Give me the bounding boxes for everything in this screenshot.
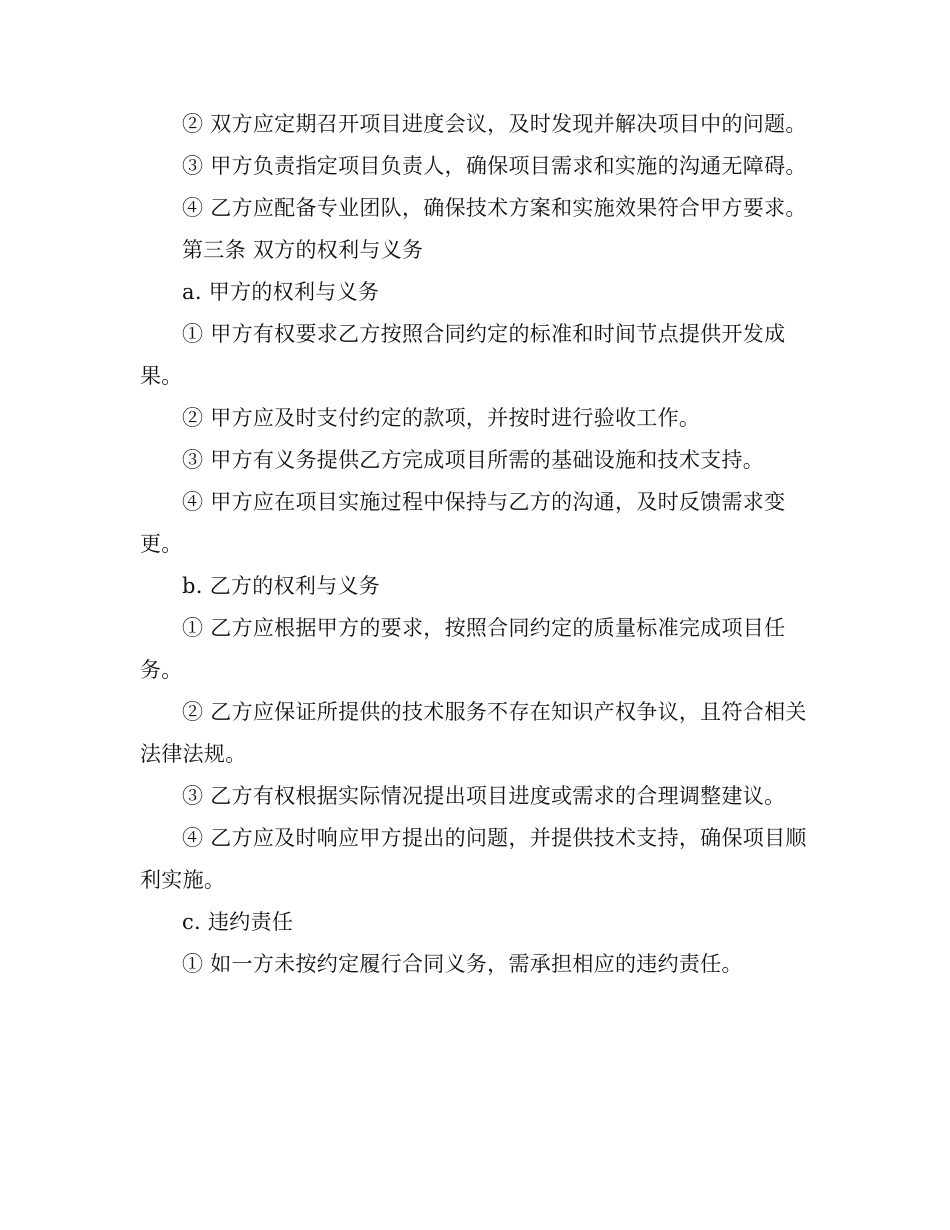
document-body xyxy=(140,103,808,985)
paragraph: ④ 乙方应及时响应甲方提出的问题，并提供技术支持，确保项目顺利实施。 xyxy=(140,826,807,892)
paragraph: ② 双方应定期召开项目进度会议，及时发现并解决项目中的问题。 xyxy=(182,112,807,136)
paragraph: ① 甲方有权要求乙方按照合同约定的标准和时间节点提供开发成果。 xyxy=(140,322,786,388)
paragraph: ④ 乙方应配备专业团队，确保技术方案和实施效果符合甲方要求。 xyxy=(182,196,807,220)
section-heading: 第三条 双方的权利与义务 xyxy=(182,238,424,262)
paragraph: ② 乙方应保证所提供的技术服务不存在知识产权争议，且符合相关法律法规。 xyxy=(140,700,807,766)
paragraph: ③ 甲方有义务提供乙方完成项目所需的基础设施和技术支持。 xyxy=(182,448,765,472)
subsection-heading: c. 违约责任 xyxy=(182,910,294,934)
paragraph: ① 如一方未按约定履行合同义务，需承担相应的违约责任。 xyxy=(182,952,743,976)
subsection-heading: a. 甲方的权利与义务 xyxy=(182,280,380,304)
paragraph: ③ 乙方有权根据实际情况提出项目进度或需求的合理调整建议。 xyxy=(182,784,786,808)
paragraph: ① 乙方应根据甲方的要求，按照合同约定的质量标准完成项目任务。 xyxy=(140,616,786,682)
paragraph: ④ 甲方应在项目实施过程中保持与乙方的沟通，及时反馈需求变更。 xyxy=(140,490,786,556)
paragraph: ③ 甲方负责指定项目负责人，确保项目需求和实施的沟通无障碍。 xyxy=(182,154,807,178)
subsection-heading: b. 乙方的权利与义务 xyxy=(182,574,381,598)
paragraph: ② 甲方应及时支付约定的款项，并按时进行验收工作。 xyxy=(182,406,701,430)
